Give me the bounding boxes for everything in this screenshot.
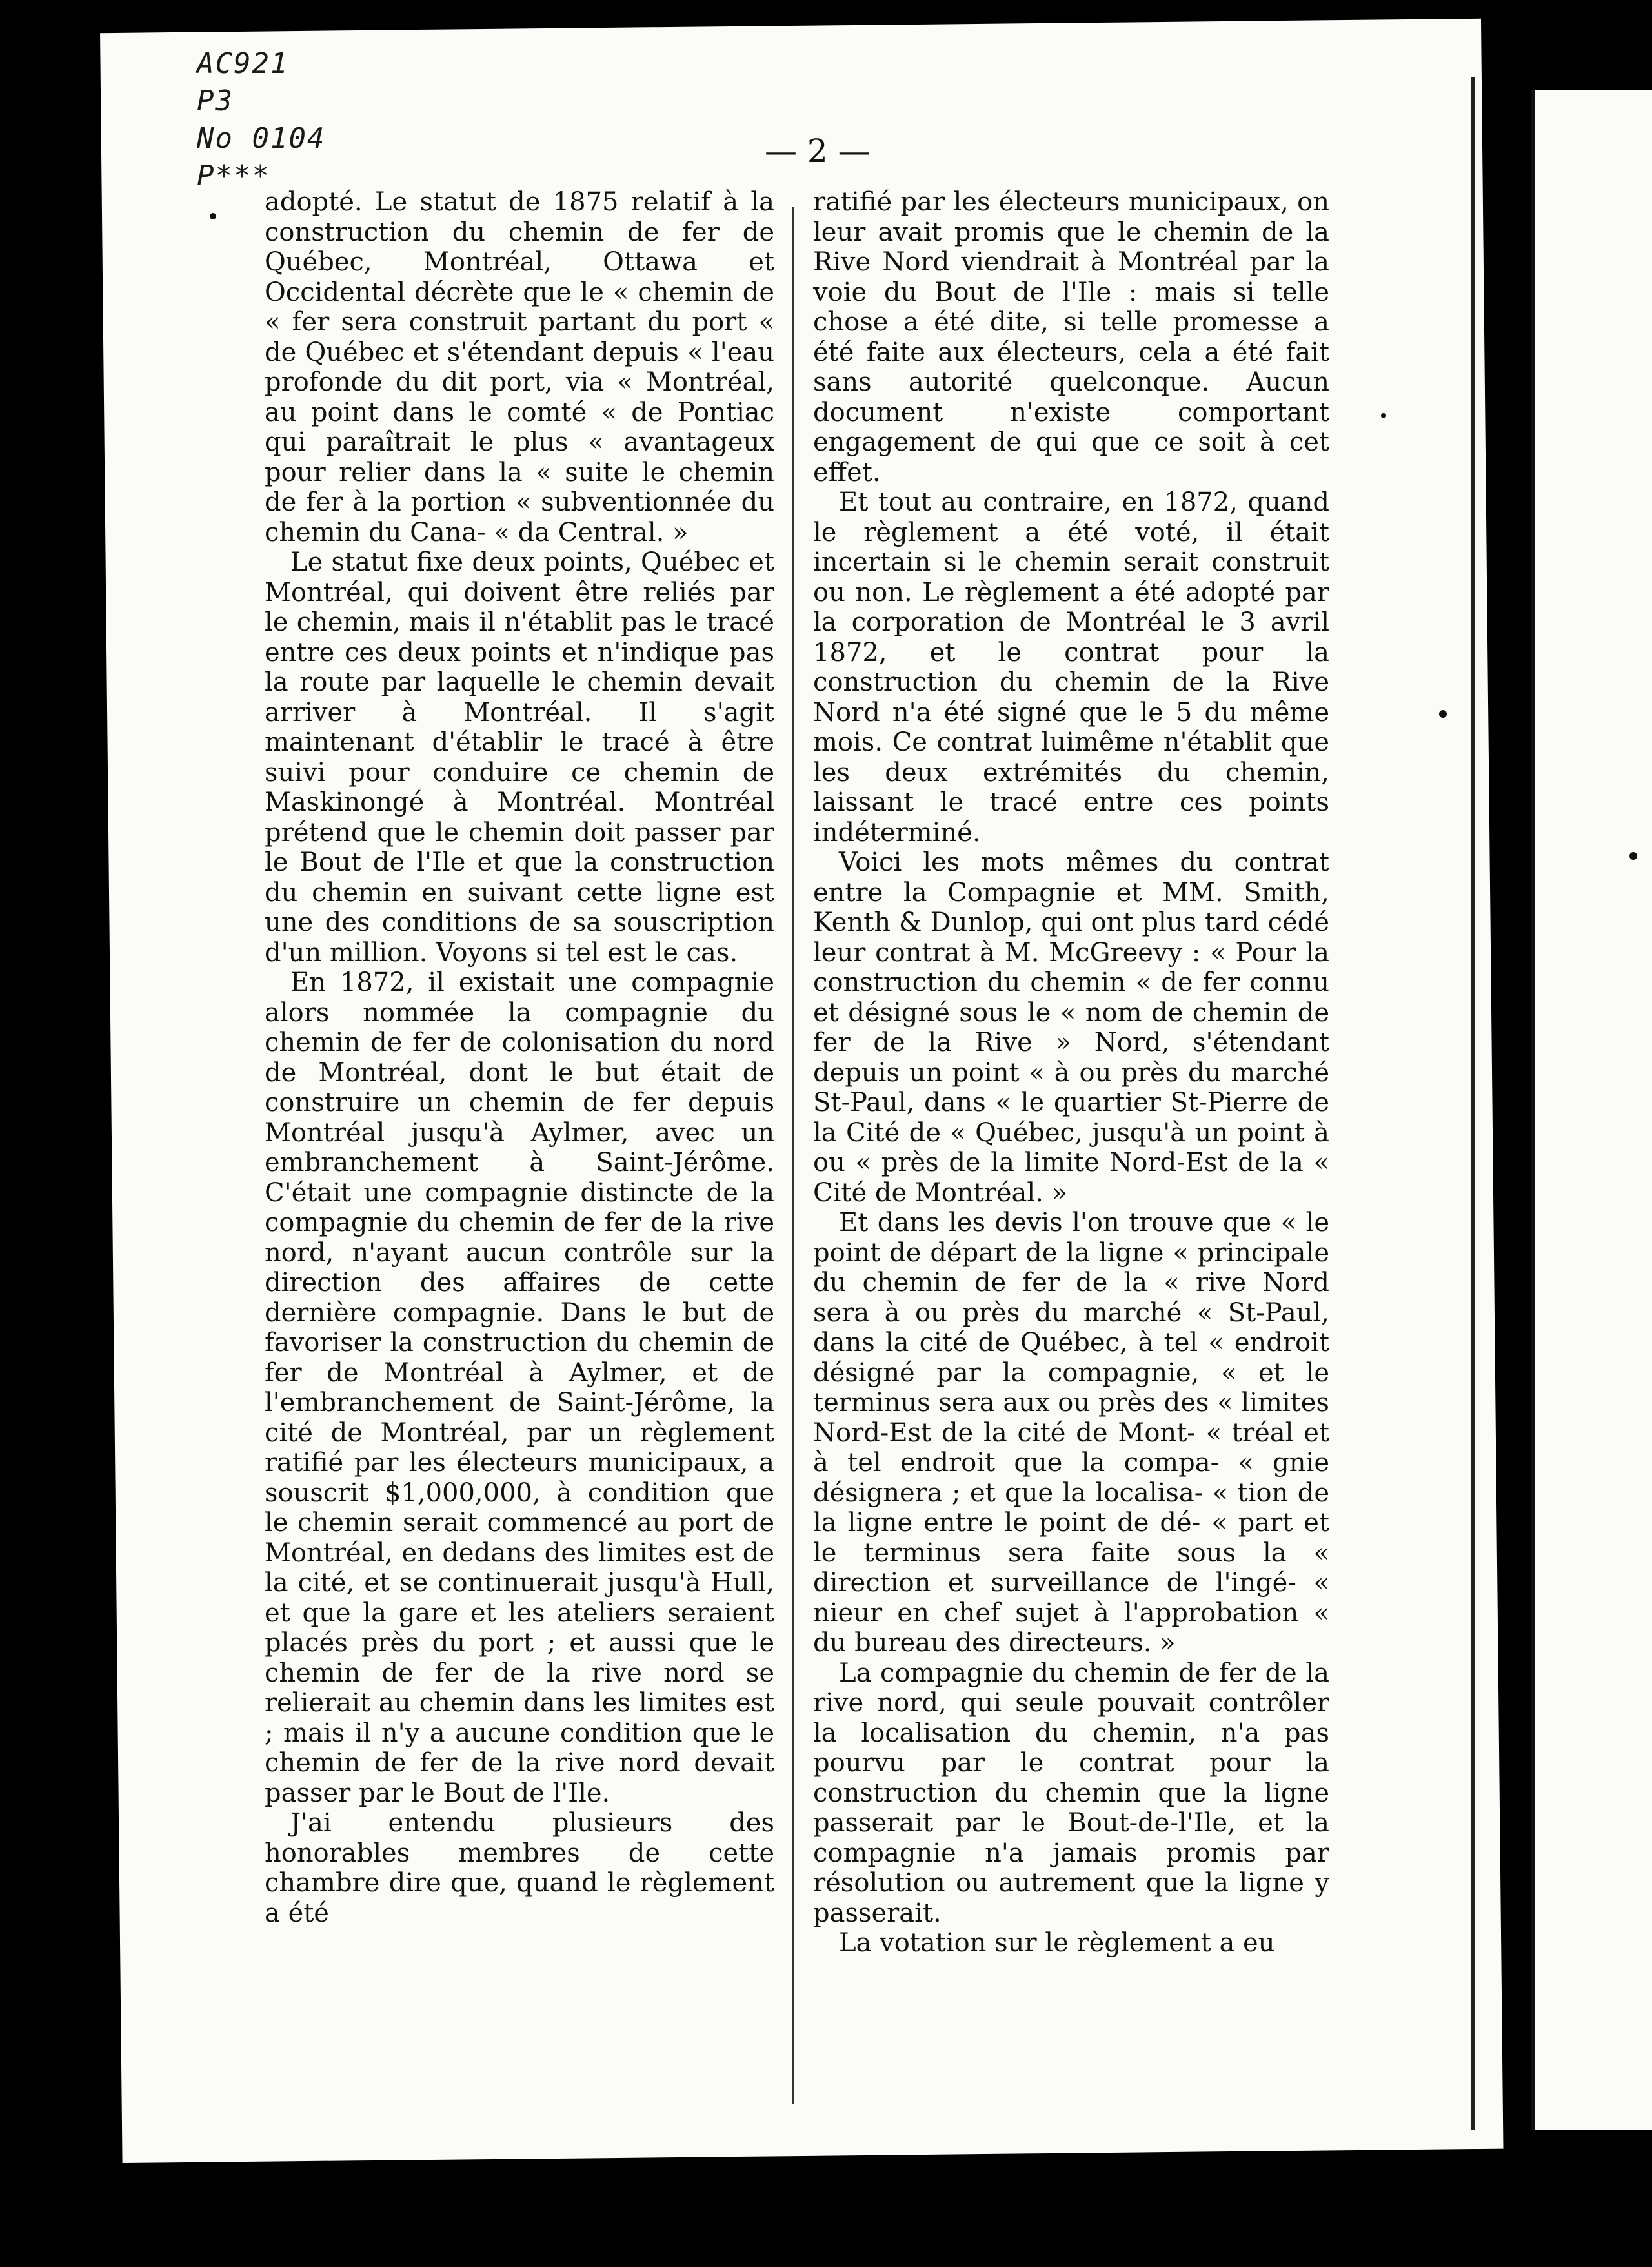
call-number-line: No 0104 [197,122,326,155]
right-text-column [813,187,1329,1958]
call-number-line: P3 [197,85,234,117]
scan-speck [1381,413,1386,418]
scan-speck [1629,852,1637,860]
paragraph: Le statut fixe deux points, Québec et Montréal, qui doivent être reliés par le chemin, mais il n'établit pas le tracé entre ces deux points et n'indique pas la route par laquelle le chemin devait arriver à Montréal. Il s'agit maintenant d'établir le tracé à être suivi pour conduire ce chemin de Maskinongé à Montréal. Montréal prétend que le chemin doit passer par le Bout de l'Ile et que la construction du chemin en suivant cette ligne est une des conditions de sa souscription d'un million. Voyons si tel est le cas. [265,547,774,968]
call-number-line: AC921 [197,47,289,80]
scan-speck [210,213,216,219]
column-divider [792,207,794,2104]
paragraph: J'ai entendu plusieurs des honorables membres de cette chambre dire que, quand le règlement a été [265,1808,774,1928]
paragraph: Et tout au contraire, en 1872, quand le règlement a été voté, il était incertain si le chemin serait construit ou non. Le règlement a été adopté par la corporation de Montréal le 3 avril 1872, et le contrat pour la construction du chemin de la Rive Nord n'a été signé que le 5 du même mois. Ce contrat luimême n'établit que les deux extrémités du chemin, laissant le tracé entre ces points indéterminé. [813,487,1329,848]
call-number-line: P*** [197,159,270,192]
paragraph: ratifié par les électeurs municipaux, on leur avait promis que le chemin de la Rive Nord viendrait à Montréal par la voie du Bout de l'Ile : mais si telle chose a été dite, si telle promesse a été faite aux électeurs, cela a été fait sans autorité quelconque. Aucun document n'existe comportant engagement de qui que ce soit à cet effet. [813,187,1329,487]
paragraph: Et dans les devis l'on trouve que « le point de départ de la ligne « principale du chemin de fer de la « rive Nord sera à ou près du marché « St-Paul, dans la cité de Québec, à tel « endroit désigné par la compagnie, « et le terminus sera aux ou près des « limites Nord-Est de la cité de Mont- « tréal et à tel endroit que la compa- « gnie désignera ; et que la localisa- « tion de la ligne entre le point de dé- « part et le terminus sera faite sous la « direction et surveillance de l'ingé- « nieur en chef sujet à l'approbation « du bureau des directeurs. » [813,1208,1329,1658]
page-number: — 2 — [765,132,871,170]
archive-call-number [197,45,325,195]
adjacent-page-strip [1531,90,1652,2130]
left-text-column [265,187,774,1928]
scan-speck [1439,710,1447,718]
page-edge-shadow [1471,77,1475,2130]
paragraph: La votation sur le règlement a eu [839,1928,1275,1958]
paragraph: adopté. Le statut de 1875 relatif à la construction du chemin de fer de Québec, Montréal, Ottawa et Occidental décrète que le « chemin de « fer sera construit partant du port « de Québec et s'étendant depuis « l'eau profonde du dit port, via « Montréal, au point dans le comté « de Pontiac qui paraîtrait le plus « avantageux pour relier dans la « suite le chemin de fer à la portion « subventionnée du chemin du Cana- « da Central. » [265,187,774,547]
paragraph: La compagnie du chemin de fer de la rive nord, qui seule pouvait contrôler la localisation du chemin, n'a pas pourvu par le contrat pour la construction du chemin que la ligne passerait par le Bout-de-l'Ile, et la compagnie n'a jamais promis par résolution ou autrement que la ligne y passerait. [813,1658,1329,1928]
paragraph: Voici les mots mêmes du contrat entre la Compagnie et MM. Smith, Kenth & Dunlop, qui ont plus tard cédé leur contrat à M. McGreevy : « Pour la construction du chemin « de fer connu et désigné sous le « nom de chemin de fer de la Rive » Nord, s'étendant depuis un point « à ou près du marché St-Paul, dans « le quartier St-Pierre de la Cité de « Québec, jusqu'à un point à ou « près de la limite Nord-Est de la « Cité de Montréal. » [813,848,1329,1208]
paragraph: En 1872, il existait une compagnie alors nommée la compagnie du chemin de fer de colonisation du nord de Montréal, dont le but était de construire un chemin de fer depuis Montréal jusqu'à Aylmer, avec un embranchement à Saint-Jérôme. C'était une compagnie distincte de la compagnie du chemin de fer de la rive nord, n'ayant aucun contrôle sur la direction des affaires de cette dernière compagnie. Dans le but de favoriser la construction du chemin de fer de Montréal à Aylmer, et de l'embranchement de Saint-Jérôme, la cité de Montréal, par un règlement ratifié par les électeurs municipaux, a souscrit $1,000,000, à condition que le chemin serait commencé au port de Montréal, en dedans des limites est de la cité, et se continuerait jusqu'à Hull, et que la gare et les ateliers seraient placés près du port ; et aussi que le chemin de fer de la rive nord se relierait au chemin dans les limites est ; mais il n'y a aucune condition que le chemin de fer de la rive nord devait passer par le Bout de l'Ile. [265,968,774,1808]
